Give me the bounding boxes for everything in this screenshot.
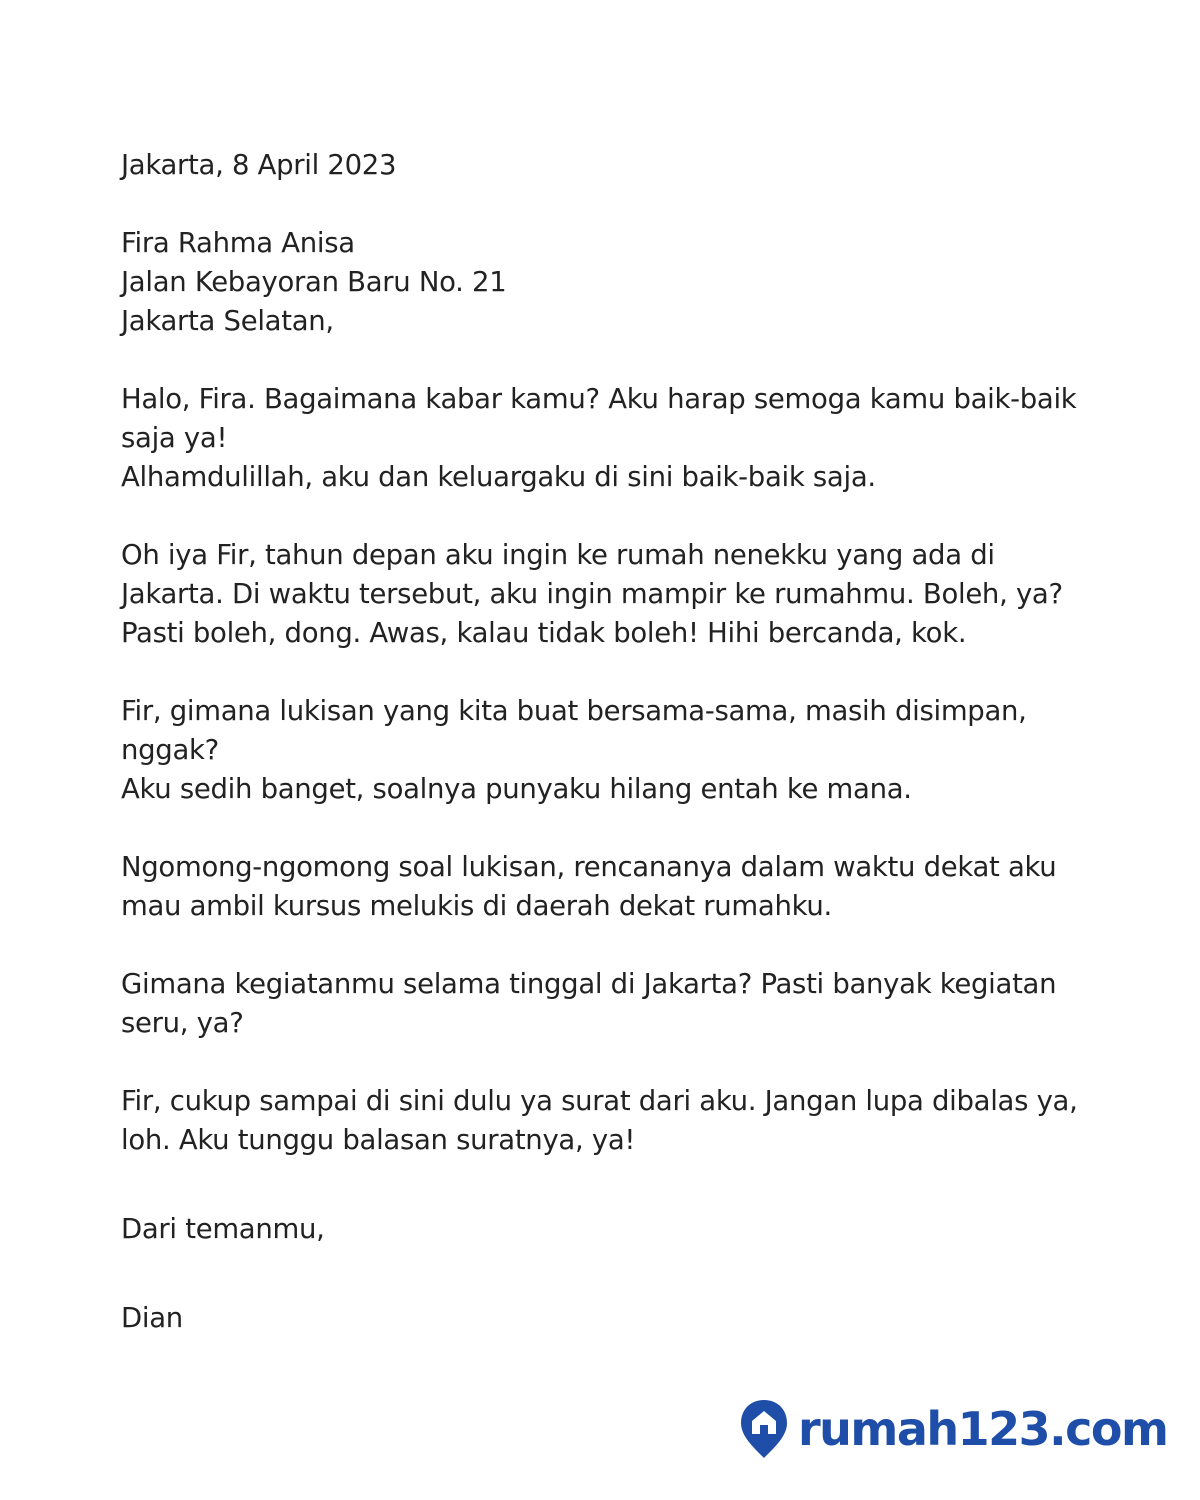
paragraph-line: Ngomong-ngomong soal lukisan, rencananya dalam waktu dekat aku: [121, 851, 1057, 883]
paragraph-course: [121, 848, 1081, 926]
recipient-street: Jalan Kebayoran Baru No. 21: [121, 266, 507, 298]
paragraph-closing-request: [121, 1082, 1081, 1160]
recipient-name: Fira Rahma Anisa: [121, 227, 355, 259]
paragraph-line: Jakarta. Di waktu tersebut, aku ingin mampir ke rumahmu. Boleh, ya?: [121, 578, 1063, 610]
recipient-address: [121, 224, 1081, 341]
paragraph-line: Halo, Fira. Bagaimana kabar kamu? Aku harap semoga kamu baik-baik: [121, 383, 1077, 415]
location-pin-house-icon: [738, 1398, 790, 1460]
paragraph-activities: [121, 965, 1081, 1043]
paragraph-visit-plan: [121, 536, 1081, 653]
paragraph-line: Oh iya Fir, tahun depan aku ingin ke rumah nenekku yang ada di: [121, 539, 995, 571]
letter-closing: Dari temanmu,: [121, 1213, 325, 1245]
recipient-city: Jakarta Selatan,: [121, 305, 334, 337]
paragraph-line: Gimana kegiatanmu selama tinggal di Jakarta? Pasti banyak kegiatan: [121, 968, 1057, 1000]
letter-signature: Dian: [121, 1302, 183, 1334]
letter-body: [121, 146, 1081, 1338]
letter-date: Jakarta, 8 April 2023: [121, 149, 397, 181]
paragraph-line: mau ambil kursus melukis di daerah dekat rumahku.: [121, 890, 832, 922]
paragraph-line: seru, ya?: [121, 1007, 244, 1039]
paragraph-painting: [121, 692, 1081, 809]
paragraph-line: loh. Aku tunggu balasan suratnya, ya!: [121, 1124, 636, 1156]
watermark-text: rumah123.com: [798, 1402, 1168, 1456]
paragraph-line: saja ya!: [121, 422, 228, 454]
paragraph-line: Alhamdulillah, aku dan keluargaku di sini baik-baik saja.: [121, 461, 876, 493]
paragraph-greeting: [121, 380, 1081, 497]
rumah123-watermark: [738, 1398, 1167, 1460]
paragraph-line: Fir, gimana lukisan yang kita buat bersama-sama, masih disimpan,: [121, 695, 1027, 727]
paragraph-line: nggak?: [121, 734, 219, 766]
paragraph-line: Pasti boleh, dong. Awas, kalau tidak boleh! Hihi bercanda, kok.: [121, 617, 967, 649]
paragraph-line: Fir, cukup sampai di sini dulu ya surat dari aku. Jangan lupa dibalas ya,: [121, 1085, 1078, 1117]
paragraph-line: Aku sedih banget, soalnya punyaku hilang entah ke mana.: [121, 773, 912, 805]
